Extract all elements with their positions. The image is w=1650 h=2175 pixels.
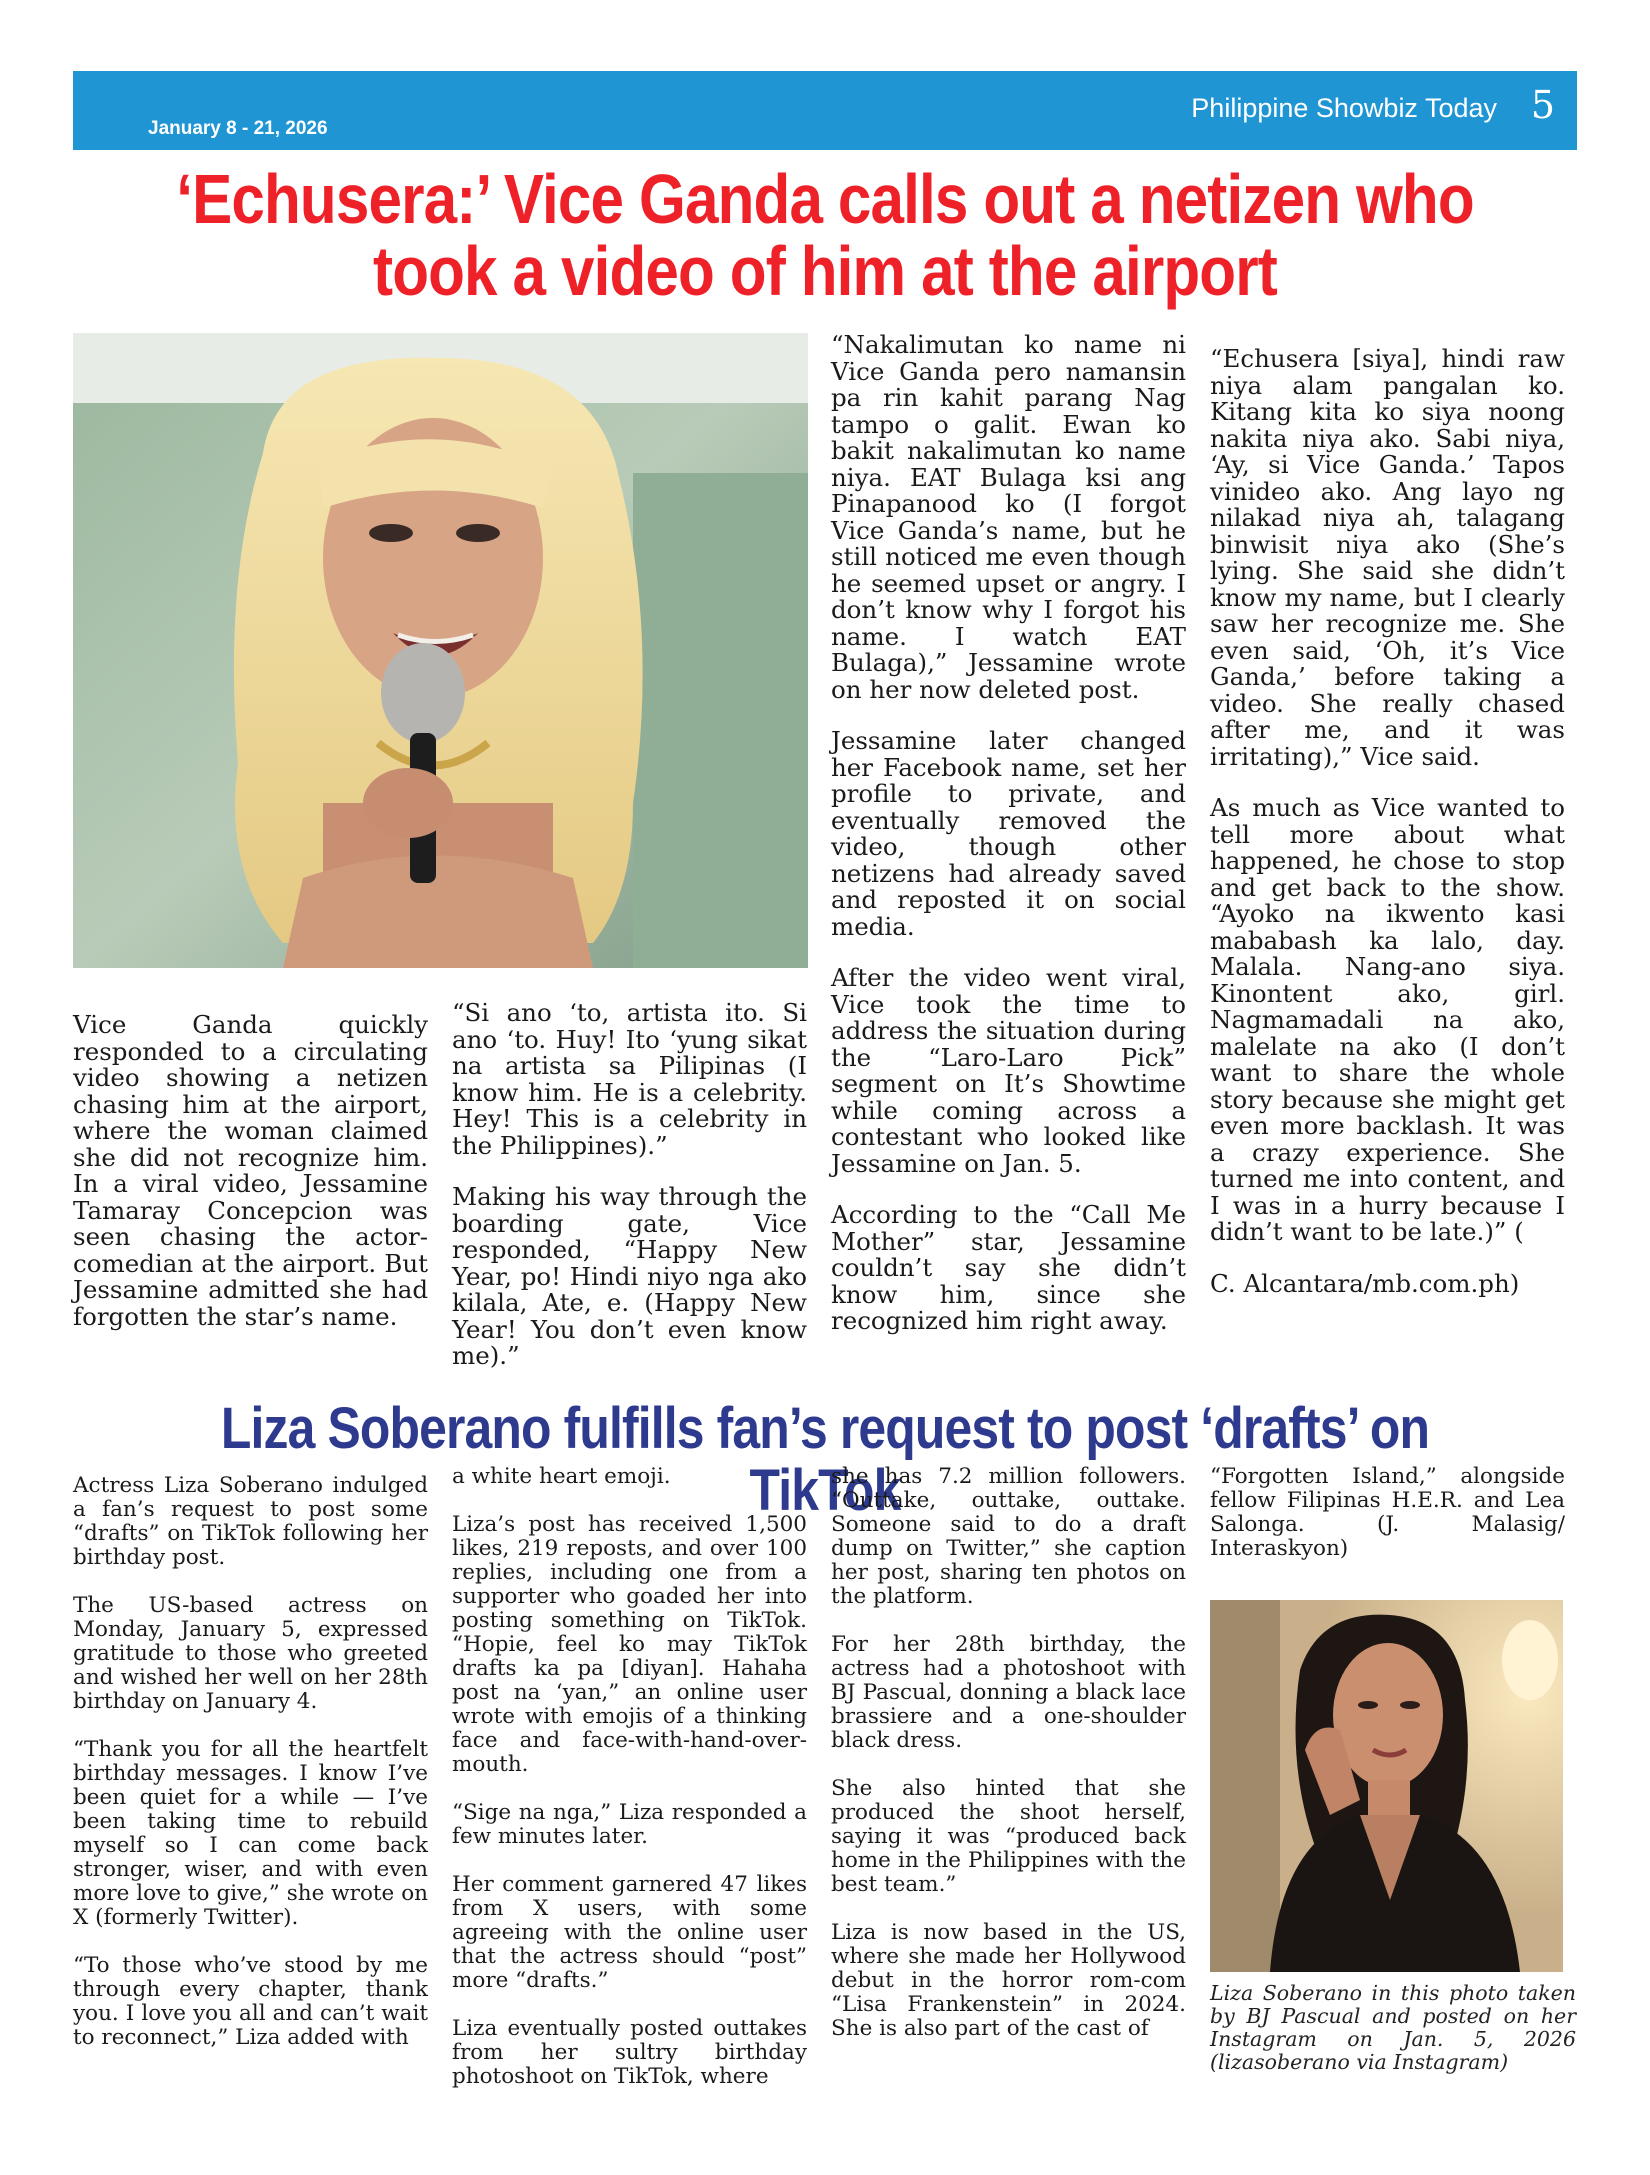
paragraph: “Thank you for all the heartfelt birthday messages. I know I’ve been quiet for a while — I’ve been taking time to rebuild myself so I can come back stronger, wiser, and with even more love to give,” she wrote on X (formerly Twitter). [73, 1737, 428, 1930]
article2-column-3 [831, 1465, 1186, 2065]
article2-column-1 [73, 1474, 428, 2074]
paragraph: “To those who’ve stood by me through every chapter, thank you. I love you all and can’t wait to reconnect,” Liza added with [73, 1953, 428, 2050]
publication-name: Philippine Showbiz Today [1191, 93, 1497, 123]
paragraph: “Si ano ‘to, artista ito. Si ano ‘to. Huy! Ito ‘yung sikat na artista sa Pilipinas (I know him. He is a celebrity. Hey! This is a celebrity in the Philippines).” [452, 998, 807, 1160]
article2-column-2 [452, 1465, 807, 2113]
article2-headline: Liza Soberano fulfills fan’s request to post ‘drafts’ on TikTok [220, 1396, 1430, 1523]
article1-column-3 [831, 332, 1186, 1335]
paragraph: For her 28th birthday, the actress had a photoshoot with BJ Pascual, donning a black lace brassiere and a one-shoulder black dress. [831, 1632, 1186, 1753]
paragraph: Actress Liza Soberano indulged a fan’s request to post some “drafts” on TikTok following her birthday post. [73, 1473, 428, 1570]
vice-ganda-photo [73, 333, 808, 968]
liza-soberano-photo-image [1210, 1600, 1563, 1972]
paragraph: she has 7.2 million followers. “Outtake, outtake, outtake. Someone said to do a draft dump on Twitter,” she caption her post, sharing ten photos on the platform. [831, 1464, 1186, 1609]
paragraph: Liza eventually posted outtakes from her sultry birthday photoshoot on TikTok, where [452, 2016, 807, 2089]
paragraph: The US-based actress on Monday, January 5, expressed gratitude to those who greeted and wished her well on her 28th birthday on January 4. [73, 1593, 428, 1714]
paragraph: “Forgotten Island,” alongside fellow Filipinas H.E.R. and Lea Salonga. (J. Malasig/ Interaskyon) [1210, 1464, 1565, 1561]
header-banner [73, 71, 1577, 150]
liza-soberano-photo [1210, 1600, 1563, 1972]
article1-headline: ‘Echusera:’ Vice Ganda calls out a netizen who took a video of him at the airport [176, 160, 1474, 310]
paragraph: According to the “Call Me Mother” star, Jessamine couldn’t say she didn’t know him, since she recognized him right away. [831, 1200, 1186, 1335]
paragraph: Her comment garnered 47 likes from X users, with some agreeing with the online user that the actress should “post” more “drafts.” [452, 1872, 807, 1993]
article1-column-1 [73, 1012, 428, 1330]
article1-column-2 [452, 1000, 807, 1370]
issue-date: January 8 - 21, 2026 [148, 118, 328, 139]
page-number: 5 [1530, 83, 1555, 127]
article1-column-4 [1210, 346, 1565, 1297]
vice-ganda-photo-image [73, 333, 808, 968]
article2-column-4 [1210, 1465, 1565, 1585]
paragraph: She also hinted that she produced the shoot herself, saying it was “produced back home in the Philippines with the best team.” [831, 1776, 1186, 1897]
paragraph: Making his way through the boarding gate, Vice responded, “Happy New Year, po! Hindi niyo nga ako kilala, Ate, e. (Happy New Year! You don’t even know me).” [452, 1182, 807, 1370]
paragraph: Jessamine later changed her Facebook name, set her profile to private, and eventually removed the video, though other netizens had already saved and reposted it on social media. [831, 726, 1186, 941]
paragraph: Liza’s post has received 1,500 likes, 219 reposts, and over 100 replies, including one from a supporter who goaded her into posting something on TikTok. “Hopie, feel ko may TikTok drafts ka pa [diyan]. Hahaha post na ‘yan,” an online user wrote with emojis of a thinking face and face-with-hand-over-mouth. [452, 1512, 807, 1777]
paragraph: “Echusera [siya], hindi raw niya alam pangalan ko. Kitang kita ko siya noong nakita niya ako. Sabi niya, ‘Ay, si Vice Ganda.’ Tapos vinideo ako. Ang layo ng nilakad niya ah, talagang binwisit niya ako (She’s lying. She said she didn’t know my name, but I clearly saw her recognize me. She even said, ‘Oh, it’s Vice Ganda,’ before taking a video. She really chased after me, and it was irritating),” Vice said. [1210, 344, 1565, 771]
paragraph: Liza is now based in the US, where she made her Hollywood debut in the horror rom-com “Lisa Frankenstein” in 2024. She is also part of the cast of [831, 1920, 1186, 2041]
byline: C. Alcantara/mb.com.ph) [1210, 1268, 1520, 1298]
paragraph: a white heart emoji. [452, 1464, 671, 1489]
paragraph: “Nakalimutan ko name ni Vice Ganda pero namansin pa rin kahit parang Nag tampo o galit. Ewan ko bakit nakalimutan ko name niya. EAT Bulaga ksi ang Pinapanood ko (I forgot Vice Ganda’s name, but he still noticed me even though he seemed upset or angry. I don’t know why I forgot his name. I watch EAT Bulaga),” Jessamine wrote on her now deleted post. [831, 330, 1186, 704]
paragraph: “Sige na nga,” Liza responded a few minutes later. [452, 1800, 807, 1849]
photo-caption: Liza Soberano in this photo taken by BJ Pascual and posted on her Instagram on Jan. 5, 2026 (lizasoberano via Instagram) [1210, 1981, 1576, 2074]
paragraph: After the video went viral, Vice took the time to address the situation during the “Laro-Laro Pick” segment on It’s Showtime while coming across a contestant who looked like Jessamine on Jan. 5. [831, 963, 1186, 1178]
paragraph: As much as Vice wanted to tell more about what happened, he chose to stop and get back to the show. “Ayoko na ikwento kasi mababash ka lalo, day. Malala. Nang-ano siya. Kinontent ako, girl. Nagmamadali na ako, malelate na ako (I don’t want to share the whole story because she might get even more backlash. It was a crazy experience. She turned me into content, and I was in a hurry because I didn’t want to be late.)” ( [1210, 793, 1565, 1246]
paragraph: Vice Ganda quickly responded to a circulating video showing a netizen chasing him at the airport, where the woman claimed she did not recognize him. In a viral video, Jessamine Tamaray Concepcion was seen chasing the actor-comedian at the airport. But Jessamine admitted she had forgotten the star’s name. [73, 1010, 428, 1331]
